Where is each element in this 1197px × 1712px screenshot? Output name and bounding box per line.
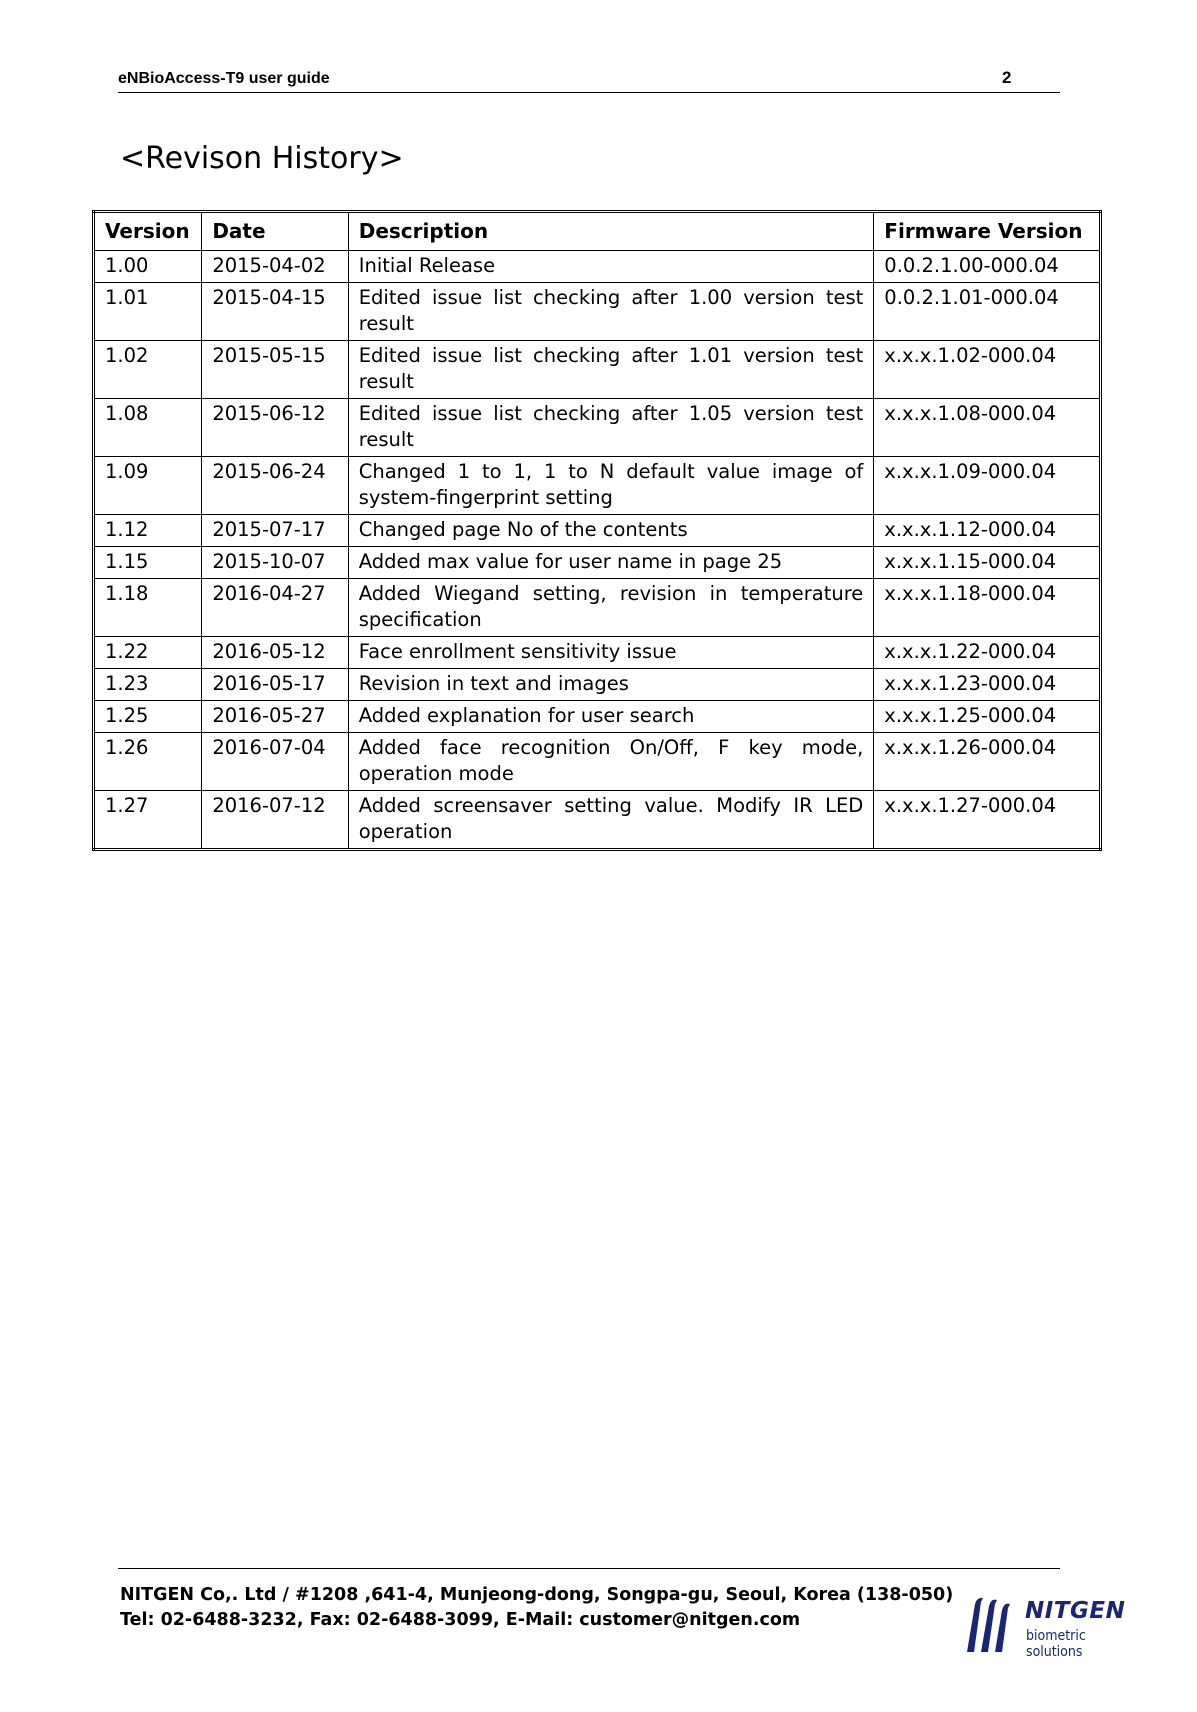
cell-description: Changed page No of the contents — [348, 515, 874, 547]
cell-description: Added Wiegand setting, revision in temperature specification — [348, 579, 874, 637]
cell-version: 1.09 — [94, 457, 202, 515]
section-title: <Revison History> — [120, 141, 404, 176]
cell-date: 2016-07-12 — [202, 791, 348, 850]
table-row — [94, 733, 1101, 791]
column-header-version: Version — [94, 212, 202, 251]
revision-history-table — [92, 210, 1102, 851]
table-row — [94, 399, 1101, 457]
cell-firmware-version: x.x.x.1.25-000.04 — [874, 701, 1101, 733]
table-row — [94, 701, 1101, 733]
nitgen-logo — [955, 1594, 1145, 1660]
table-body — [94, 251, 1101, 850]
cell-firmware-version: 0.0.2.1.00-000.04 — [874, 251, 1101, 283]
table-row — [94, 547, 1101, 579]
cell-date: 2016-07-04 — [202, 733, 348, 791]
table-row — [94, 669, 1101, 701]
table-row — [94, 637, 1101, 669]
footer-contact: Tel: 02-6488-3232, Fax: 02-6488-3099, E-Mail: customer@nitgen.com — [120, 1610, 801, 1630]
cell-date: 2016-05-17 — [202, 669, 348, 701]
cell-description: Edited issue list checking after 1.05 version test result — [348, 399, 874, 457]
cell-firmware-version: x.x.x.1.26-000.04 — [874, 733, 1101, 791]
table-row — [94, 579, 1101, 637]
cell-description: Added max value for user name in page 25 — [348, 547, 874, 579]
cell-description: Initial Release — [348, 251, 874, 283]
cell-description: Changed 1 to 1, 1 to N default value image of system-fingerprint setting — [348, 457, 874, 515]
table-row — [94, 457, 1101, 515]
cell-version: 1.15 — [94, 547, 202, 579]
table-row — [94, 251, 1101, 283]
cell-date: 2015-04-15 — [202, 283, 348, 341]
cell-version: 1.02 — [94, 341, 202, 399]
table-row — [94, 791, 1101, 850]
cell-description: Face enrollment sensitivity issue — [348, 637, 874, 669]
cell-firmware-version: x.x.x.1.09-000.04 — [874, 457, 1101, 515]
cell-version: 1.25 — [94, 701, 202, 733]
page-number: 2 — [1002, 68, 1012, 87]
cell-description: Edited issue list checking after 1.01 version test result — [348, 341, 874, 399]
cell-description: Added face recognition On/Off, F key mode, operation mode — [348, 733, 874, 791]
table-header-row — [94, 212, 1101, 251]
page-footer — [118, 1568, 1060, 1630]
cell-firmware-version: x.x.x.1.18-000.04 — [874, 579, 1101, 637]
cell-description: Added explanation for user search — [348, 701, 874, 733]
cell-description: Revision in text and images — [348, 669, 874, 701]
cell-firmware-version: x.x.x.1.27-000.04 — [874, 791, 1101, 850]
logo-wordmark: NITGEN — [1025, 1598, 1126, 1624]
cell-version: 1.22 — [94, 637, 202, 669]
cell-version: 1.23 — [94, 669, 202, 701]
cell-version: 1.18 — [94, 579, 202, 637]
cell-firmware-version: x.x.x.1.15-000.04 — [874, 547, 1101, 579]
cell-version: 1.08 — [94, 399, 202, 457]
cell-firmware-version: x.x.x.1.22-000.04 — [874, 637, 1101, 669]
page-header — [118, 66, 1060, 93]
cell-firmware-version: x.x.x.1.02-000.04 — [874, 341, 1101, 399]
cell-firmware-version: x.x.x.1.08-000.04 — [874, 399, 1101, 457]
nitgen-logo-mark-icon — [955, 1594, 1025, 1656]
logo-tagline: biometric solutions — [1026, 1628, 1086, 1660]
cell-date: 2015-06-24 — [202, 457, 348, 515]
cell-date: 2015-04-02 — [202, 251, 348, 283]
cell-version: 1.26 — [94, 733, 202, 791]
cell-date: 2015-07-17 — [202, 515, 348, 547]
column-header-description: Description — [348, 212, 874, 251]
cell-date: 2015-05-15 — [202, 341, 348, 399]
column-header-firmware-version: Firmware Version — [874, 212, 1101, 251]
cell-date: 2016-05-12 — [202, 637, 348, 669]
table-row — [94, 341, 1101, 399]
cell-description: Added screensaver setting value. Modify IR LED operation — [348, 791, 874, 850]
cell-version: 1.01 — [94, 283, 202, 341]
cell-date: 2015-06-12 — [202, 399, 348, 457]
cell-description: Edited issue list checking after 1.00 version test result — [348, 283, 874, 341]
table-row — [94, 515, 1101, 547]
table-row — [94, 283, 1101, 341]
cell-firmware-version: 0.0.2.1.01-000.04 — [874, 283, 1101, 341]
cell-firmware-version: x.x.x.1.12-000.04 — [874, 515, 1101, 547]
cell-date: 2015-10-07 — [202, 547, 348, 579]
cell-version: 1.12 — [94, 515, 202, 547]
column-header-date: Date — [202, 212, 348, 251]
cell-date: 2016-05-27 — [202, 701, 348, 733]
cell-version: 1.00 — [94, 251, 202, 283]
document-title: eNBioAccess-T9 user guide — [118, 70, 330, 87]
footer-address: NITGEN Co,. Ltd / #1208 ,641-4, Munjeong-dong, Songpa-gu, Seoul, Korea (138-050) — [120, 1585, 954, 1605]
cell-firmware-version: x.x.x.1.23-000.04 — [874, 669, 1101, 701]
cell-version: 1.27 — [94, 791, 202, 850]
cell-date: 2016-04-27 — [202, 579, 348, 637]
